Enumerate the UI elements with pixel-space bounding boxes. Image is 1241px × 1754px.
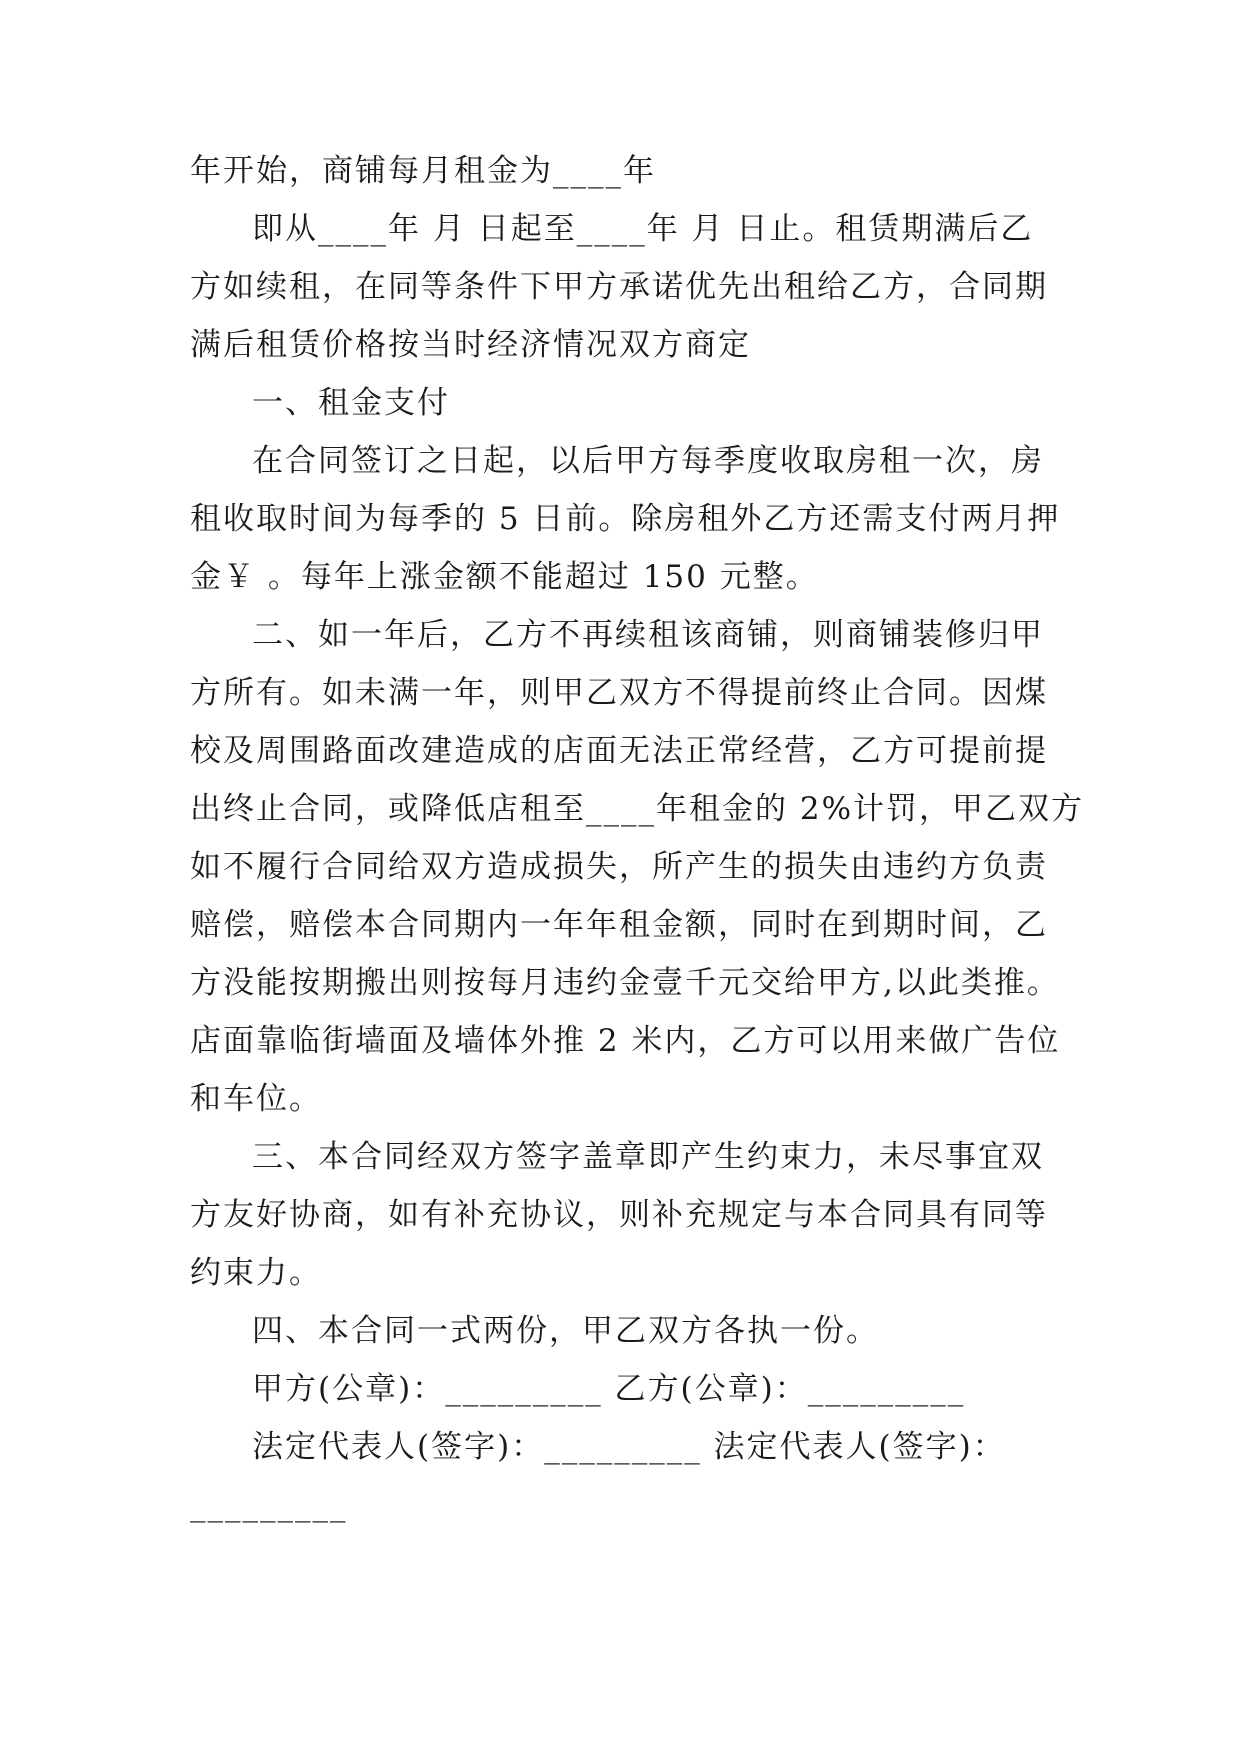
text-line: 赔偿，赔偿本合同期内一年年租金额，同时在到期时间，乙 — [190, 907, 1048, 943]
text-line: 校及周围路面改建造成的店面无法正常经营，乙方可提前提 — [190, 733, 1048, 769]
text-line: 和车位。 — [190, 1081, 322, 1117]
text-line: 方友好协商，如有补充协议，则补充规定与本合同具有同等 — [190, 1197, 1048, 1233]
text-line: 店面靠临街墙面及墙体外推 2 米内，乙方可以用来做广告位 — [190, 1023, 1061, 1059]
text-line: 即从____年 月 日起至____年 月 日止。租赁期满后乙 — [252, 211, 1034, 247]
signature-blank: _________ — [190, 1487, 348, 1523]
text-line: 金￥ 。每年上涨金额不能超过 150 元整。 — [190, 559, 819, 595]
signature-line: 法定代表人(签字)：_________ 法定代表人(签字)： — [252, 1429, 1006, 1465]
signature-line: 甲方(公章)：_________ 乙方(公章)：_________ — [252, 1371, 966, 1407]
text-line: 方所有。如未满一年，则甲乙双方不得提前终止合同。因煤 — [190, 675, 1048, 711]
text-line: 方没能按期搬出则按每月违约金壹千元交给甲方,以此类推。 — [190, 965, 1060, 1001]
text-line: 在合同签订之日起，以后甲方每季度收取房租一次，房 — [252, 443, 1044, 479]
text-line: 如不履行合同给双方造成损失，所产生的损失由违约方负责 — [190, 849, 1048, 885]
section-heading: 一、租金支付 — [252, 385, 450, 421]
text-line: 四、本合同一式两份，甲乙双方各执一份。 — [252, 1313, 879, 1349]
text-line: 三、本合同经双方签字盖章即产生约束力，未尽事宜双 — [252, 1139, 1044, 1175]
text-line: 二、如一年后，乙方不再续租该商铺，则商铺装修归甲 — [252, 617, 1044, 653]
text-line: 约束力。 — [190, 1255, 322, 1291]
text-line: 方如续租，在同等条件下甲方承诺优先出租给乙方，合同期 — [190, 269, 1048, 305]
text-line: 租收取时间为每季的 5 日前。除房租外乙方还需支付两月押 — [190, 501, 1061, 537]
text-line: 出终止合同，或降低店租至____年租金的 2%计罚，甲乙双方 — [190, 791, 1085, 827]
text-line: 年开始，商铺每月租金为____年 — [190, 153, 656, 189]
text-line: 满后租赁价格按当时经济情况双方商定 — [190, 327, 751, 363]
